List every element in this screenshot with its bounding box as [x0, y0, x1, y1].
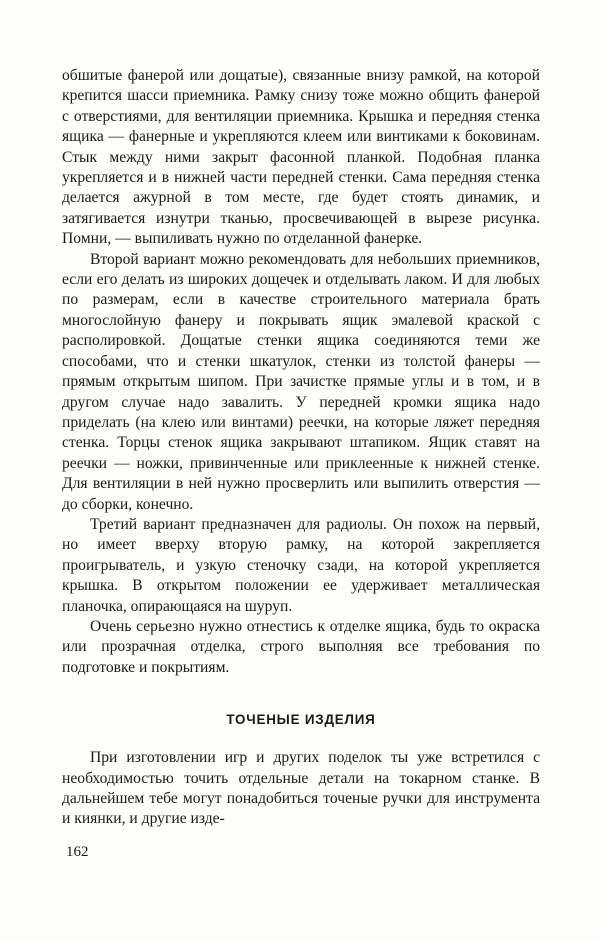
paragraph-continuation: обшитые фанерой или дощатые), связанные внизу рамкой, на которой крепится шасси приемника. Рамку снизу тоже можно общить фанерой с отверстиями, для вентиляции приемника. Крышка и передняя стенка ящика — фанерные и укрепляются клеем или винтиками к боковинам. Стык между ними закрыт фасонной планкой. Подобная планка укрепляется и в нижней части передней стенки. Сама передняя стенка делается ажурной в том месте, где будет стоять динамик, и затягивается изнутри тканью, просвечивающей в вырезе рисунка. Помни, — выпиливать нужно по отделанной фанерке. [62, 67, 540, 248]
paragraph-second-variant: Второй вариант можно рекомендовать для небольших приемников, если его делать из широких дощечек и отделывать лаком. И для любых по размерам, если в качестве строительного материала брать многослойную фанеру и покрывать ящик эмалевой краской с располировкой. Дощатые стенки ящика соединяются теми же способами, что и стенки шкатулок, стенки из толстой фанеры — прямым открытым шипом. При зачистке прямые углы и в том, и в другом случае надо завалить. У передней кромки ящика надо приделать (на клею или винтами) реечки, на которые ляжет передняя стенка. Торцы стенок ящика закрывают штапиком. Ящик ставят на реечки — ножки, привинченные или приклеенные к нижней стенке. Для вентиляции в ней нужно просверлить или выпилить отверстия — до сборки, конечно. [62, 250, 540, 513]
paragraph-third-variant: Третий вариант предназначен для радиолы. Он похож на первый, но имеет вверху вторую рамку, на которой закрепляется проигрыватель, и узкую стеночку сзади, на которой укрепляется крышка. В открытом положении ее удерживает металлическая планочка, опирающаяся на шуруп. [62, 515, 540, 615]
section-heading: ТОЧЕНЫЕ ИЗДЕЛИЯ [226, 712, 376, 728]
page-body [62, 66, 540, 830]
page-number: 162 [66, 844, 89, 860]
paragraph-turned-items: При изготовлении игр и других поделок ты уже встретился с необходимостью точить отдельные детали на токарном станке. В дальнейшем тебе могут понадобиться точеные ручки для инструмента и киянки, и другие изде- [62, 749, 540, 828]
paragraph-finishing: Очень серьезно нужно отнестись к отделке ящика, будь то окраска или прозрачная отделка, строго выполняя все требования по подготовке и покрытиям. [62, 617, 540, 676]
